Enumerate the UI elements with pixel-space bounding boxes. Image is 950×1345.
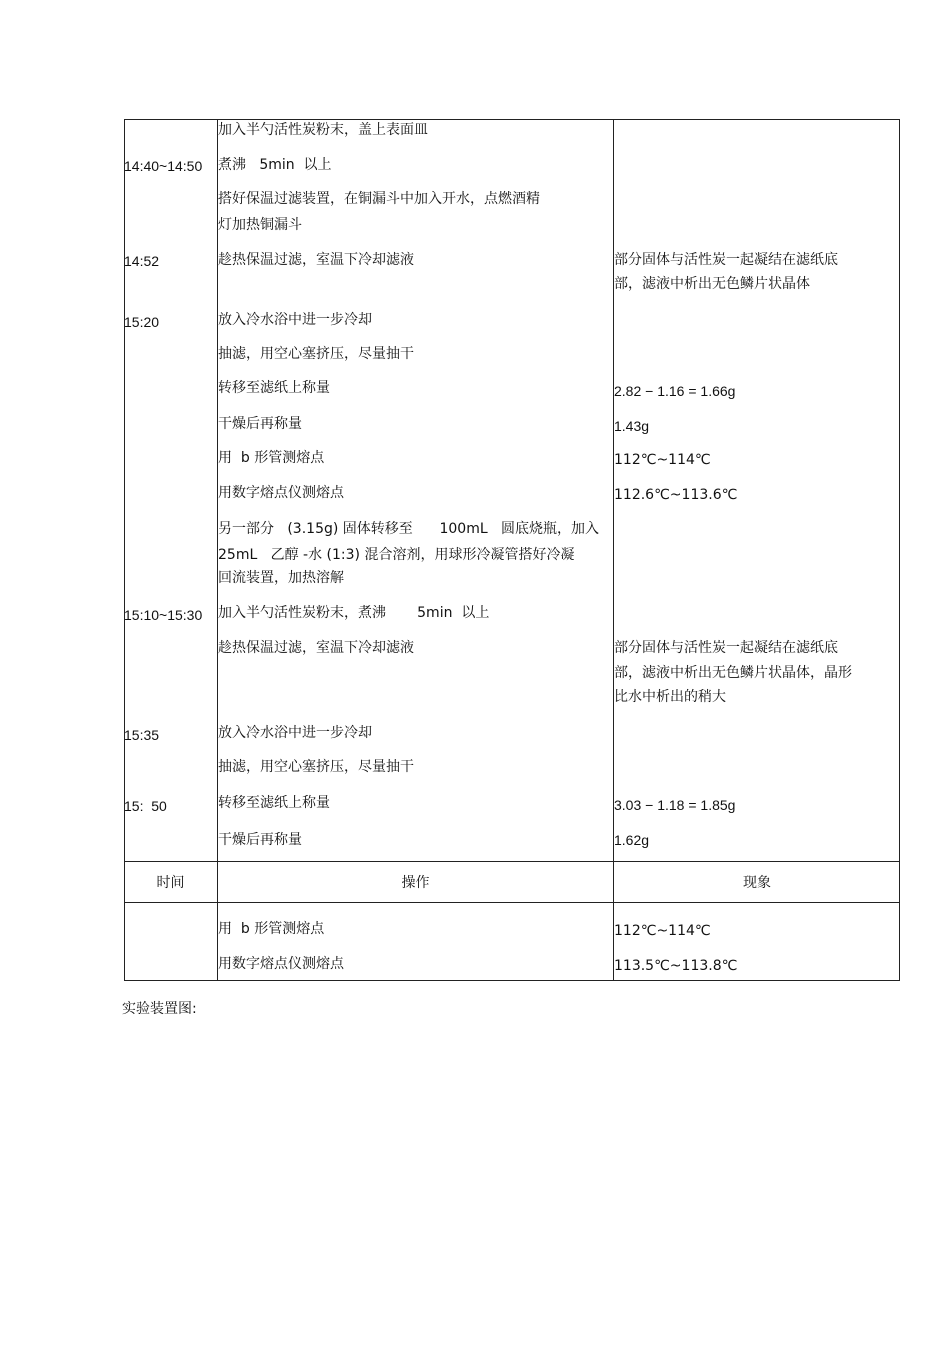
observation-text: 部分固体与活性炭一起凝结在滤纸底 (614, 640, 838, 656)
observation-text: 112.6℃~113.6℃ (614, 487, 738, 503)
observation-text: 1.62g (614, 832, 650, 848)
operation-text: 转移至滤纸上称量 (218, 380, 330, 396)
observation-text: 比水中析出的稍大 (614, 689, 726, 705)
operation-text: 趁热保温过滤，室温下冷却滤液 (218, 640, 414, 656)
observation-text: 112℃~114℃ (614, 452, 711, 468)
operation-text: 干燥后再称量 (218, 416, 302, 432)
operation-text: 加入半勺活性炭粉末，煮沸 5min 以上 (218, 605, 490, 621)
time-cell: 15: 50 (124, 798, 167, 814)
observation-text: 部，滤液中析出无色鳞片状晶体，晶形 (614, 665, 852, 681)
apparatus-label: 实验装置图: (122, 1001, 197, 1017)
time-cell: 15:10~15:30 (124, 607, 203, 623)
header-top-border (124, 861, 900, 862)
observation-text: 112℃~114℃ (614, 923, 711, 939)
operation-text: 用数字熔点仪测熔点 (218, 956, 344, 972)
operation-text: 放入冷水浴中进一步冷却 (218, 725, 372, 741)
time-cell: 14:52 (124, 253, 160, 269)
time-cell: 15:20 (124, 314, 160, 330)
operation-text: 趁热保温过滤，室温下冷却滤液 (218, 252, 414, 268)
header-operation: 操作 (401, 875, 430, 891)
operation-text: 用 b 形管测熔点 (218, 450, 325, 466)
observation-text: 部，滤液中析出无色鳞片状晶体 (614, 276, 810, 292)
operation-text: 干燥后再称量 (218, 832, 302, 848)
header-time: 时间 (156, 875, 185, 891)
operation-text: 另一部分 (3.15g) 固体转移至 100mL 圆底烧瓶，加入 (218, 521, 599, 537)
time-cell: 15:35 (124, 727, 160, 743)
header-bottom-border (124, 902, 900, 903)
operation-text: 25mL 乙醇 -水 (1:3) 混合溶剂，用球形冷凝管搭好冷凝 (218, 547, 575, 563)
observation-text: 部分固体与活性炭一起凝结在滤纸底 (614, 252, 838, 268)
time-cell: 14:40~14:50 (124, 158, 203, 174)
observation-text: 2.82 − 1.16 = 1.66g (614, 383, 736, 399)
operation-text: 煮沸 5min 以上 (218, 157, 332, 173)
operation-text: 加入半勺活性炭粉末，盖上表面皿 (218, 122, 428, 138)
operation-text: 转移至滤纸上称量 (218, 795, 330, 811)
operation-text: 灯加热铜漏斗 (218, 217, 302, 233)
operation-text: 用 b 形管测熔点 (218, 921, 325, 937)
operation-text: 放入冷水浴中进一步冷却 (218, 312, 372, 328)
observation-text: 3.03 − 1.18 = 1.85g (614, 797, 736, 813)
operation-text: 抽滤，用空心塞挤压，尽量抽干 (218, 346, 414, 362)
header-observation: 现象 (743, 875, 771, 891)
operation-text: 用数字熔点仪测熔点 (218, 485, 344, 501)
observation-text: 113.5℃~113.8℃ (614, 958, 738, 974)
observation-text: 1.43g (614, 418, 650, 434)
operation-text: 回流装置，加热溶解 (218, 570, 344, 586)
operation-text: 抽滤，用空心塞挤压，尽量抽干 (218, 759, 414, 775)
operation-text: 搭好保温过滤装置，在铜漏斗中加入开水，点燃酒精 (218, 191, 540, 207)
column-divider-operation (613, 119, 614, 981)
